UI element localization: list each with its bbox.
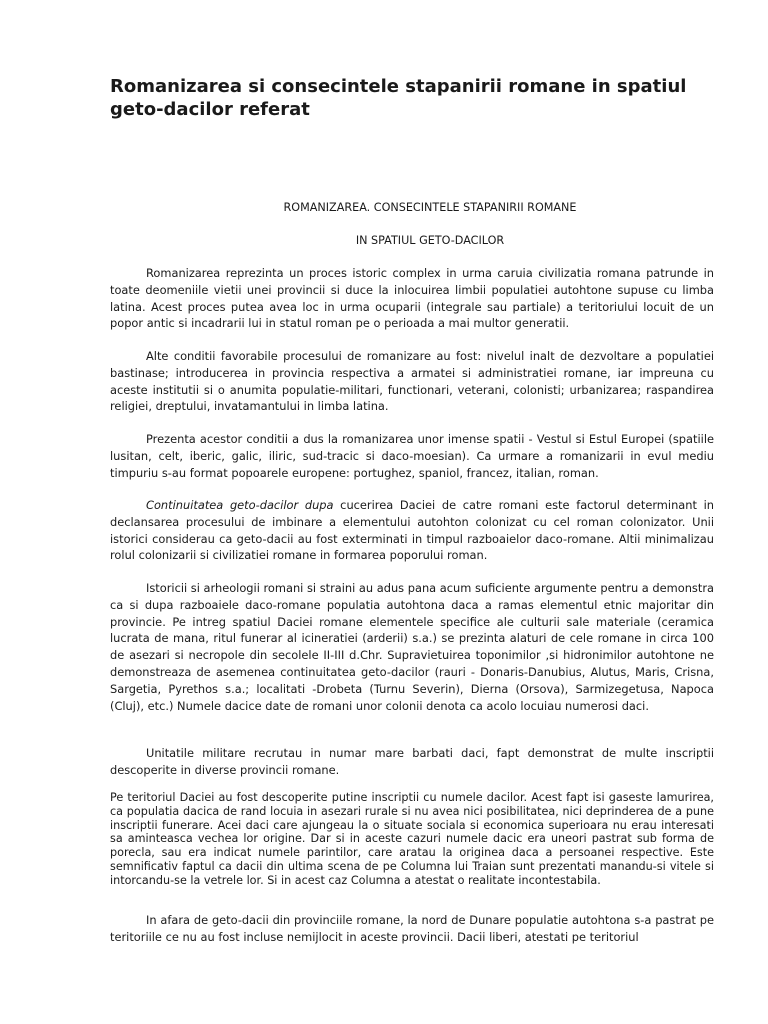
paragraph-4-text: cucerirea Daciei de catre romani este factorul determinant in declansarea procesului de imbinare a elementului autohton colonizat cu cel roman colonizator. Unii istorici considerau ca geto-dacii au fost exterminati in timpul razboaielor daco-romane. Altii minimalizau rolul colonizarii si civilizatiei romane in formarea poporului roman. (110, 498, 715, 563)
paragraph-4-italic-lead: Continuitatea geto-dacilor dupa (146, 498, 334, 512)
paragraph-8: In afara de geto-dacii din provinciile romane, la nord de Dunare populatie autohtona s-a pastrat pe teritoriile ce nu au fost incluse nemijlocit in aceste provincii. Dacii liberi, atestati pe teritoriul (110, 913, 714, 944)
paragraph-2: Alte conditii favorabile procesului de romanizare au fost: nivelul inalt de dezvoltare a populatiei bastinase; introducerea in provincia respectiva a armatei si administratiei romane, iar impreuna cu aceste institutii si o anumita populatie-militari, functionari, veterani, colonisti; urbanizarea; raspandirea religiei, dreptului, invatamantului in limba latina. (110, 349, 714, 414)
paragraph-3: Prezenta acestor conditii a dus la romanizarea unor imense spatii - Vestul si Estul Europei (spatiile lusitan, celt, iberic, galic, iliric, sud-tracic si daco-moesian). Ca urmare a romanizarii in evul mediu timpuriu s-au format popoarele europene: portughez, spaniol, francez, italian, roman. (110, 432, 714, 480)
paragraph-1: Romanizarea reprezinta un proces istoric complex in urma caruia civilizatia romana patrunde in toate deomeniile vietii unei provincii si duce la inlocuirea limbii populatiei autohtone supuse cu limba latina. Acest proces putea avea loc in urma ocuparii (integrale sau partiale) a teritoriului locuit de un popor antic si incadrarii lui in statul roman pe o perioada a mai multor generatii. (110, 266, 714, 331)
paragraph-4 (110, 497, 714, 564)
section-heading-1: ROMANIZAREA. CONSECINTELE STAPANIRII ROMANE (283, 201, 577, 214)
paragraph-6: Unitatile militare recrutau in numar mare barbati daci, fapt demonstrat de multe inscriptii descoperite in diverse provincii romane. (110, 746, 714, 777)
document-title: Romanizarea si consecintele stapanirii romane in spatiul geto-dacilor referat (110, 76, 687, 120)
section-heading-2: IN SPATIUL GETO-DACILOR (355, 234, 505, 247)
paragraph-5: Istoricii si arheologii romani si straini au adus pana acum suficiente argumente pentru a demonstra ca si dupa razboaiele daco-romane populatia autohtona daca a ramas elementul etnic majoritar din provincie. Pe intreg spatiul Daciei romane elementele specifice ale culturii sale materiale (ceramica lucrata de mana, ritul funerar al icineratiei (arderii) s.a.) se prezinta alaturi de cele romane in circa 100 de asezari si necropole din secolele II-III d.Chr. Supravietuirea toponimilor ,si hidronimilor autohtone ne demonstreaza de asemenea continuitatea geto-dacilor (rauri - Donaris-Danubius, Alutus, Maris, Crisna, Sargetia, Pyrethos s.a.; localitati -Drobeta (Turnu Severin), Dierna (Orsova), Sarmizegetusa, Napoca (Cluj), etc.) Numele dacice date de romani unor colonii denota ca acolo locuiau numerosi daci. (110, 581, 714, 713)
paragraph-7: Pe teritoriul Daciei au fost descoperite putine inscriptii cu numele dacilor. Acest fapt isi gaseste lamurirea, ca populatia dacica de rand locuia in asezari rurale si nu avea nici posibilitatea, nici deprinderea de a pune inscriptii funerare. Acei daci care ajungeau la o situate sociala si economica superioara nu erau interesati sa aminteasca vechea lor origine. Dar si in aceste cazuri numele dacic era uneori pastrat sub forma de porecla, sau era indicat numele parintilor, care aratau la originea daca a persoanei respective. Este semnificativ faptul ca dacii din ultima scena de pe Columna lui Traian sunt prezentati manandu-si vitele si intorcandu-se la vetrele lor. Si in acest caz Columna a atestat o realitate incontestabila. (110, 791, 714, 887)
